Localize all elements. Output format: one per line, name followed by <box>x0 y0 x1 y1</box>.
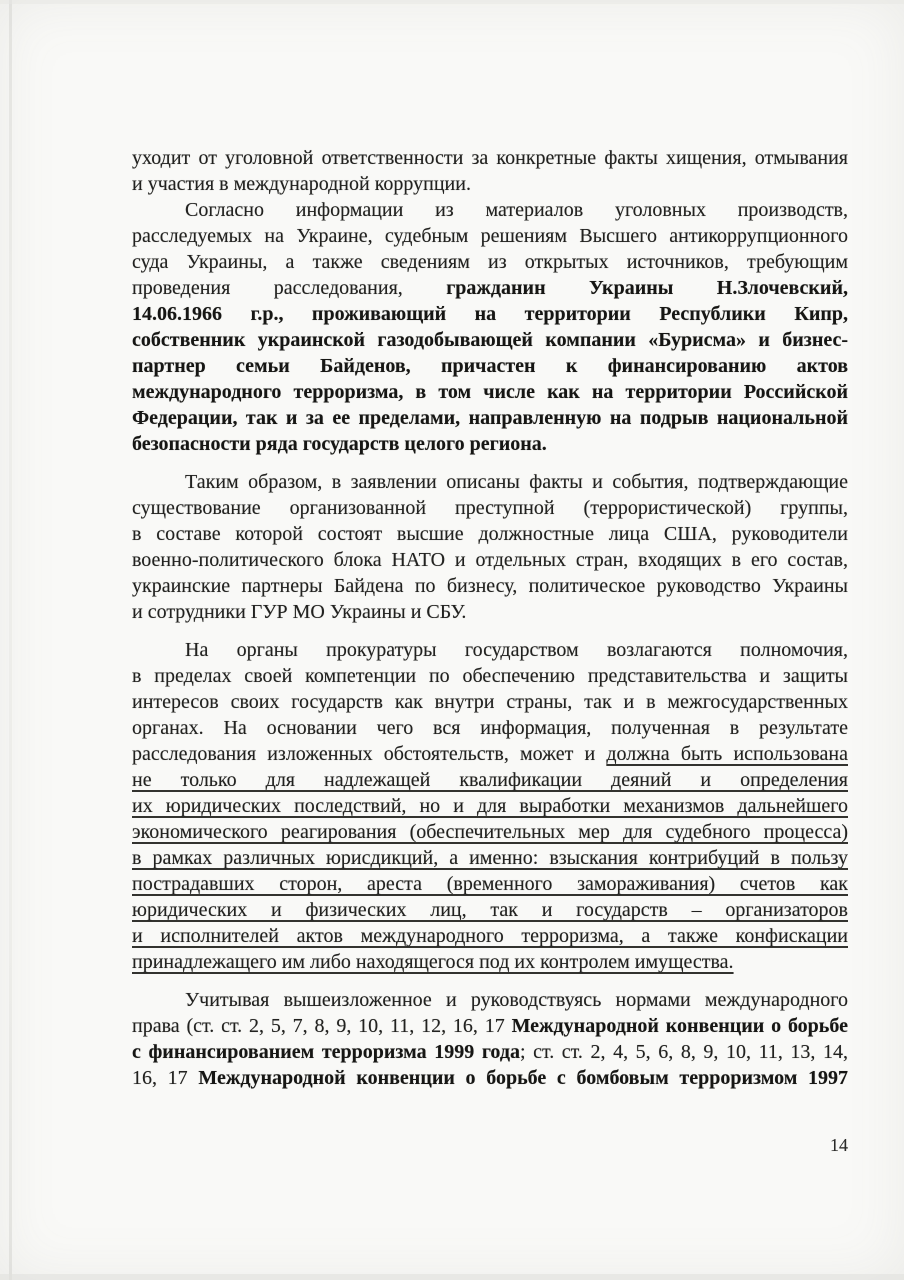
text-line <box>132 1065 848 1091</box>
text-segment: не только для надлежащей квалификации деяний и определения <box>132 769 848 791</box>
text-line <box>132 249 848 275</box>
text-segment: Таким образом, в заявлении описаны факты и события, подтверждающие <box>185 471 848 493</box>
text-segment: экономического реагирования (обеспечительных мер для судебного процесса) <box>132 821 848 843</box>
text-line <box>132 379 848 405</box>
document-text <box>132 145 848 1091</box>
text-line <box>132 223 848 249</box>
text-line <box>132 1013 848 1039</box>
text-segment: пострадавших сторон, ареста (временного замораживания) счетов как <box>132 873 848 895</box>
text-line <box>132 197 848 223</box>
text-line <box>132 171 848 197</box>
text-line <box>132 469 848 495</box>
text-segment: в рамках различных юрисдикций, а именно: взыскания контрибуций в пользу <box>132 847 848 869</box>
text-segment: Федерации, так и за ее пределами, направленную на подрыв национальной <box>132 407 848 429</box>
text-segment: должна быть использована <box>606 743 848 765</box>
text-segment: военно-политического блока НАТО и отдельных стран, входящих в его состав, <box>132 549 848 571</box>
text-segment: органах. На основании чего вся информация, полученная в результате <box>132 717 848 739</box>
text-line <box>132 327 848 353</box>
text-segment: суда Украины, а также сведениям из открытых источников, требующим <box>132 251 848 273</box>
text-segment: украинские партнеры Байдена по бизнесу, политическое руководство Украины <box>132 575 848 597</box>
text-line <box>132 871 848 897</box>
text-segment: На органы прокуратуры государством возлагаются полномочия, <box>185 639 848 661</box>
text-segment: принадлежащего им либо находящегося под их контролем имущества. <box>132 951 734 973</box>
text-segment: существование организованной преступной (террористической) группы, <box>132 497 848 519</box>
scan-edge-artifact-bottom <box>0 1274 904 1280</box>
text-segment: безопасности ряда государств целого региона. <box>132 433 547 455</box>
text-line <box>132 923 848 949</box>
paragraph-4 <box>132 637 848 975</box>
text-segment: расследуемых на Украине, судебным решениям Высшего антикоррупционного <box>132 225 848 247</box>
text-line <box>132 405 848 431</box>
text-line <box>132 987 848 1013</box>
text-line <box>132 741 848 767</box>
text-line <box>132 495 848 521</box>
text-line <box>132 573 848 599</box>
text-line <box>132 845 848 871</box>
text-segment: собственник украинской газодобывающей компании «Бурисма» и бизнес- <box>132 329 848 351</box>
paragraph-2 <box>132 197 848 457</box>
text-segment: гражданин Украины Н.Злочевский, <box>446 277 848 299</box>
text-segment: в составе которой состоят высшие должностные лица США, руководители <box>132 523 848 545</box>
paragraph-3 <box>132 469 848 625</box>
text-line <box>132 689 848 715</box>
text-line <box>132 353 848 379</box>
text-line <box>132 599 848 625</box>
text-segment: 14.06.1966 г.р., проживающий на территории Республики Кипр, <box>132 303 848 325</box>
text-segment: юридических и физических лиц, так и государств – организаторов <box>132 899 848 921</box>
text-segment: в пределах своей компетенции по обеспечению представительства и защиты <box>132 665 848 687</box>
text-line <box>132 637 848 663</box>
text-segment: 16, 17 <box>132 1067 199 1089</box>
text-line <box>132 819 848 845</box>
text-line <box>132 767 848 793</box>
text-line <box>132 547 848 573</box>
scan-edge-artifact-left <box>9 0 12 1280</box>
text-segment: Международной конвенции о борьбе <box>511 1015 848 1037</box>
text-segment: уходит от уголовной ответственности за конкретные факты хищения, отмывания <box>132 147 848 169</box>
text-segment: интересов своих государств как внутри страны, так и в межгосударственных <box>132 691 848 713</box>
text-line <box>132 145 848 171</box>
text-line <box>132 301 848 327</box>
text-segment: и сотрудники ГУР МО Украины и СБУ. <box>132 601 467 623</box>
text-segment: расследования изложенных обстоятельств, может и <box>132 743 607 765</box>
text-segment: и исполнителей актов международного терроризма, а также конфискации <box>132 925 848 947</box>
text-segment: права (ст. ст. 2, 5, 7, 8, 9, 10, 11, 12, 16, 17 <box>132 1015 512 1037</box>
text-line <box>132 521 848 547</box>
text-segment: Учитывая вышеизложенное и руководствуясь нормами международного <box>185 989 848 1011</box>
text-line <box>132 275 848 301</box>
text-segment: проведения расследования, <box>132 277 447 299</box>
text-segment: и участия в международной коррупции. <box>132 173 471 195</box>
text-segment: с финансированием терроризма 1999 года <box>132 1041 520 1063</box>
paragraph-5 <box>132 987 848 1091</box>
paragraph-1 <box>132 145 848 197</box>
text-line <box>132 663 848 689</box>
text-segment: Международной конвенции о борьбе с бомбовым терроризмом 1997 <box>198 1067 848 1089</box>
text-segment: Согласно информации из материалов уголовных производств, <box>185 199 848 221</box>
scan-edge-artifact-top <box>0 0 904 4</box>
text-segment: международного терроризма, в том числе как на территории Российской <box>132 381 848 403</box>
text-line <box>132 897 848 923</box>
text-line <box>132 715 848 741</box>
page-number: 14 <box>830 1135 848 1155</box>
text-line <box>132 949 848 975</box>
text-line <box>132 431 848 457</box>
text-segment: ; ст. ст. 2, 4, 5, 6, 8, 9, 10, 11, 13, 14, <box>519 1041 848 1063</box>
text-segment: партнер семьи Байденов, причастен к финансированию актов <box>132 355 848 377</box>
text-line <box>132 1039 848 1065</box>
text-segment: их юридических последствий, но и для выработки механизмов дальнейшего <box>132 795 848 817</box>
text-line <box>132 793 848 819</box>
